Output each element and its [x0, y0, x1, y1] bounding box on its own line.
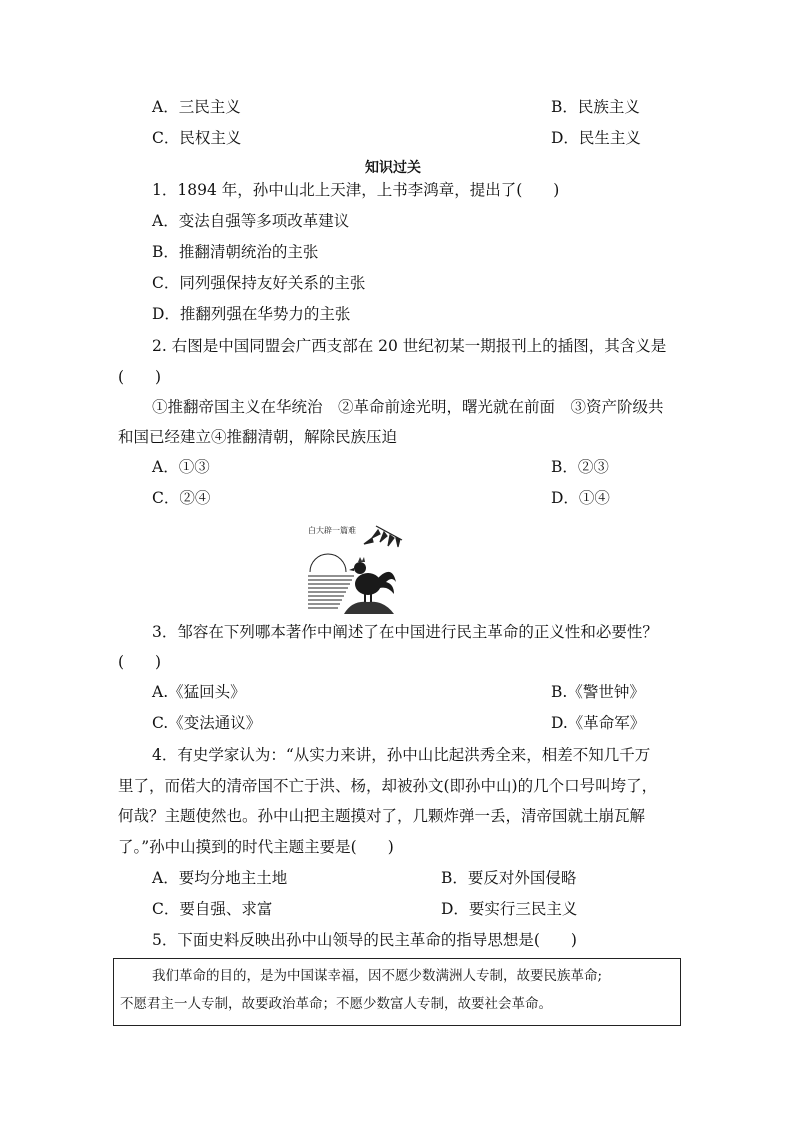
q4-option-a: A．要均分地主土地: [152, 869, 288, 887]
q2-option-b: B．②③: [551, 458, 609, 476]
q3-stem-line2: ( ): [118, 653, 162, 671]
q5-source-quote-box: [113, 958, 681, 1026]
q3-option-b: B.《警世钟》: [551, 683, 645, 701]
q3-option-a: A.《猛回头》: [152, 683, 246, 701]
q4-option-c: C．要自强、求富: [152, 900, 273, 918]
q4-stem-line4: 了。”孙中山摸到的时代主题主要是( ): [118, 838, 394, 856]
figure-caption: 白大辟一篇难: [308, 526, 356, 535]
q-prev-option-b: B．民族主义: [551, 98, 640, 116]
q1-option-c: C．同列强保持友好关系的主张: [152, 274, 366, 292]
q2-statements-line2: 和国已经建立④推翻清朝，解除民族压迫: [118, 428, 398, 446]
q1-option-d: D．推翻列强在华势力的主张: [152, 305, 351, 323]
q2-option-c: C．②④: [152, 489, 211, 507]
q4-option-b: B．要反对外国侵略: [441, 869, 577, 887]
q3-option-c: C.《变法通议》: [152, 714, 262, 732]
q2-stem-line1: 2. 右图是中国同盟会广西支部在 20 世纪初某一期报刊上的插图，其含义是: [152, 337, 667, 355]
q2-statements-line1: ①推翻帝国主义在华统治 ②革命前途光明，曙光就在前面 ③资产阶级共: [152, 398, 664, 416]
q-prev-option-d: D．民生主义: [551, 129, 641, 147]
q1-option-b: B．推翻清朝统治的主张: [152, 243, 319, 261]
q2-option-a: A．①③: [152, 458, 210, 476]
q-prev-option-c: C．民权主义: [152, 129, 242, 147]
q5-stem: 5．下面史料反映出孙中山领导的民主革命的指导思想是( ): [152, 931, 577, 949]
q4-stem-line2: 里了，而偌大的清帝国不亡于洪、杨，却被孙文(即孙中山)的几个口号叫垮了，: [118, 777, 658, 795]
rooster-sunrise-illustration: [306, 520, 406, 616]
q-prev-option-a: A．三民主义: [152, 98, 241, 116]
q3-option-d: D.《革命军》: [551, 714, 646, 732]
q5-quote-line2: 不愿君主一人专制，故要政治革命；不愿少数富人专制，故要社会革命。: [120, 996, 552, 1012]
q4-stem-line1: 4．有史学家认为：“从实力来讲，孙中山比起洪秀全来，相差不知几千万: [152, 746, 651, 764]
q4-stem-line3: 何哉？主题使然也。孙中山把主题摸对了，几颗炸弹一丢，清帝国就土崩瓦解: [118, 807, 646, 825]
rooster-icon: [306, 520, 406, 616]
q2-option-d: D．①④: [551, 489, 610, 507]
q1-stem: 1．1894 年，孙中山北上天津，上书李鸿章，提出了( ): [152, 181, 560, 199]
section-title: 知识过关: [365, 160, 421, 176]
q1-option-a: A．变法自强等多项改革建议: [152, 212, 350, 230]
q5-quote-line1: 我们革命的目的，是为中国谋幸福，因不愿少数满洲人专制，故要民族革命;: [152, 968, 603, 984]
q2-stem-line2: ( ): [118, 368, 162, 386]
q4-option-d: D．要实行三民主义: [441, 900, 578, 918]
q3-stem-line1: 3．邹容在下列哪本著作中阐述了在中国进行民主革命的正义性和必要性？: [152, 623, 658, 641]
